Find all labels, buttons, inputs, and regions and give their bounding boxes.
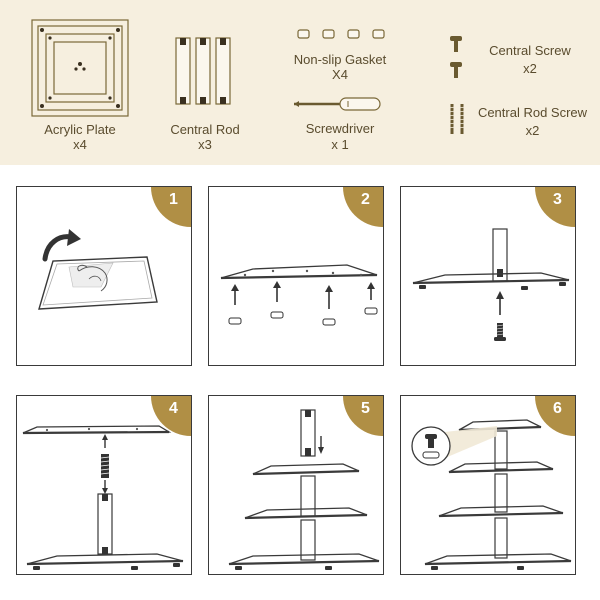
parts-panel — [0, 0, 600, 165]
gasket-name: Non-slip Gasket — [293, 52, 387, 67]
gasket-icon — [296, 28, 388, 42]
central-screw-name: Central Screw — [489, 43, 571, 58]
step-2-panel — [208, 186, 384, 366]
gasket-qty: X4 — [332, 67, 348, 82]
step-6-panel — [400, 395, 576, 575]
step-1-panel — [16, 186, 192, 366]
step-6-badge: 6 — [535, 396, 575, 436]
step-4-panel — [16, 395, 192, 575]
central-rod-icon — [172, 36, 236, 106]
central-rod-name: Central Rod — [170, 122, 240, 137]
step-4-badge: 4 — [151, 396, 191, 436]
screwdriver-name: Screwdriver — [305, 121, 375, 136]
acrylic-plate-icon — [30, 18, 130, 118]
step-2-badge: 2 — [343, 187, 383, 227]
central-rod-screw-icon — [446, 102, 468, 136]
screwdriver-qty: x 1 — [331, 137, 349, 152]
central-screw-qty: x2 — [523, 61, 537, 76]
central-rod-screw-name: Central Rod Screw — [477, 105, 588, 120]
acrylic-plate-name: Acrylic Plate — [44, 122, 116, 137]
step-3-badge: 3 — [535, 187, 575, 227]
screwdriver-icon — [292, 95, 384, 113]
central-rod-screw-qty: x2 — [525, 123, 540, 138]
step-3-panel — [400, 186, 576, 366]
central-screw-icon — [446, 34, 466, 82]
step-5-panel — [208, 395, 384, 575]
step-5-badge: 5 — [343, 396, 383, 436]
step-1-badge: 1 — [151, 187, 191, 227]
central-rod-qty: x3 — [198, 137, 212, 152]
acrylic-plate-qty: x4 — [73, 137, 87, 152]
